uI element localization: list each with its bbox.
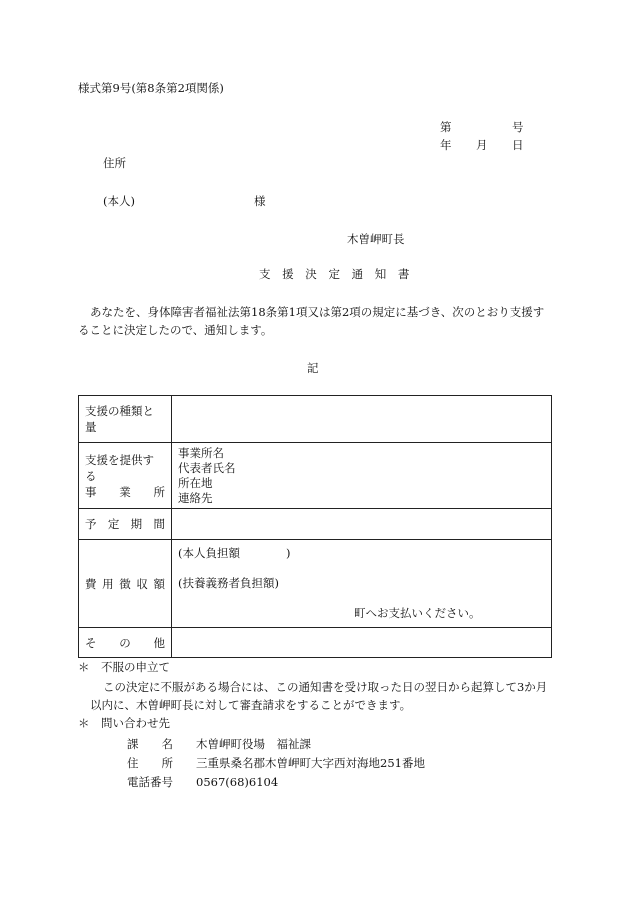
form-number-label: 様式第9号(第8条第2項関係)	[78, 81, 224, 95]
provider-field-name: 事業所名	[178, 445, 224, 460]
provider-field-contact: 連絡先	[178, 490, 213, 505]
period-label: 予 定 期 間	[79, 509, 172, 540]
fee-self-burden: (本人負担額 )	[178, 546, 291, 560]
provider-field-representative: 代表者氏名	[178, 460, 236, 475]
support-type-value	[172, 396, 552, 443]
other-label: そ の 他	[79, 628, 172, 658]
contact-dept-value: 木曽岬町役場 福祉課	[196, 737, 311, 751]
contact-phone-label: 電話番号	[127, 775, 173, 789]
objection-title: ＊ 不服の申立て	[78, 660, 170, 674]
table-row-other	[79, 628, 552, 658]
fee-support-burden: (扶養義務者負担額)	[178, 576, 279, 590]
provider-label-top: 支援を提供する	[85, 452, 154, 483]
fee-value	[172, 540, 552, 628]
other-value	[172, 628, 552, 658]
table-row-provider	[79, 443, 552, 509]
document-title: 支 援 決 定 通 知 書	[259, 267, 414, 281]
contact-address-label: 住 所	[127, 756, 173, 770]
provider-fields	[172, 443, 552, 509]
contact-address-value: 三重県桑名郡木曽岬町大字西対海地251番地	[196, 756, 425, 770]
recipient-honorific: 様	[254, 194, 266, 208]
date-month-label: 月	[476, 138, 488, 152]
fee-payment-note: 町へお支払いください。	[354, 606, 481, 620]
contact-dept-label: 課 名	[127, 737, 173, 751]
date-day-label: 日	[512, 138, 524, 152]
address-label: 住所	[103, 156, 126, 170]
recipient-label: (本人)	[103, 194, 135, 208]
contact-title: ＊ 問い合わせ先	[78, 716, 170, 730]
ki-heading: 記	[307, 361, 319, 375]
body-text-line-1: あなたを、身体障害者福祉法第18条第1項又は第2項の規定に基づき、次のとおり支援す	[90, 305, 545, 319]
issuer-name: 木曽岬町長	[347, 232, 405, 246]
support-type-label: 支援の種類と量	[79, 396, 172, 443]
notice-number-suffix: 号	[512, 120, 524, 134]
provider-label	[79, 443, 172, 509]
period-value	[172, 509, 552, 540]
decision-table	[78, 395, 552, 658]
notice-number-prefix: 第	[440, 120, 452, 134]
body-text-line-2: ることに決定したので、通知します。	[78, 323, 273, 337]
table-row-period	[79, 509, 552, 540]
provider-field-location: 所在地	[178, 475, 213, 490]
table-row-fee	[79, 540, 552, 628]
objection-line-1: この決定に不服がある場合には、この通知書を受け取った日の翌日から起算して3か月	[103, 680, 548, 694]
table-row-support-type	[79, 396, 552, 443]
provider-label-bottom: 事 業 所	[85, 484, 165, 499]
fee-label: 費 用 徴 収 額	[79, 540, 172, 628]
objection-line-2: 以内に、木曽岬町長に対して審査請求をすることができます。	[90, 698, 412, 712]
date-year-label: 年	[440, 138, 452, 152]
contact-phone-value: 0567(68)6104	[196, 775, 279, 789]
